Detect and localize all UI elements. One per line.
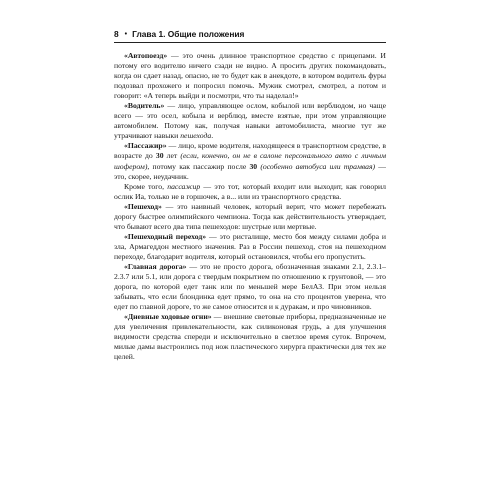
paragraph [114, 262, 386, 312]
text-run: . [211, 131, 214, 141]
term: «Водитель» [124, 101, 165, 111]
text-run: — внешние световые приборы, предназначенные не для увеличения привлекательности, как силиконовая грудь, а для улучшения видимости средства спереди и исключительно в светлое время суток. Впрочем, милые дамы выстроились под нож пластического хирурга практически для тех же целей. [114, 312, 386, 362]
paragraph [114, 202, 386, 232]
paragraph [114, 141, 386, 181]
emphasis: (особенно автобуса или трамвая) [260, 161, 376, 171]
emphasis: пешехода [180, 131, 212, 141]
emphasis: (если, конечно, он не в салоне персонального авто с личным шофером) [114, 151, 387, 171]
term: 30 [249, 161, 258, 171]
term: «Пассажир» [124, 141, 167, 151]
header-rule [114, 42, 386, 43]
text-run: Кроме того, [124, 181, 168, 191]
text-run: — это не просто дорога, обозначенная знаками 2.1, 2.3.1–2.3.7 или 5.1, или дорога с твердым покрытием по отношению к грунтовой, — это дорога, по которой едет танк или по меньшей мере БелАЗ. При этом нельзя забывать, что если блондинка едет прямо, то она на сто процентов уверена, что едет по главной дороге, то же самое относится и к дуракам, и про чиновников. [114, 261, 387, 312]
chapter-title: Глава 1. Общие положения [132, 29, 245, 39]
paragraph [114, 101, 386, 141]
book-page [114, 28, 386, 362]
text-run: — лицо, кроме водителя, находящееся в транспортном средстве, в возрасте до [114, 141, 386, 161]
running-header [114, 28, 386, 40]
emphasis: пассажир [167, 181, 201, 191]
text-run: — это наивный человек, который верит, что может перебежать дорогу быстрее олимпийского чемпиона. Тогда как действительность утверждает, что бывают всего два типа пешеходов: шустрые или мертвые. [114, 201, 386, 231]
term: «Дневные ходовые огни» [124, 312, 212, 322]
term: «Пешеход» [124, 201, 162, 211]
paragraph [114, 312, 386, 362]
term: «Пешеходный переход» [124, 231, 207, 241]
body-text [114, 51, 386, 362]
text-run: — это ристалище, место боя между силами добра и зла, Армагеддон местного значения. Раз в России пешеход, стоя на пешеходном переходе, благодарит водителя, который остановился, чтобы его пропустить. [114, 231, 387, 261]
text-run: , потому как пассажир после [147, 161, 250, 171]
paragraph [114, 51, 386, 101]
term: 30 [155, 151, 164, 161]
paragraph [114, 182, 386, 202]
text-run: — лицо, управляющее ослом, кобылой или верблюдом, но чаще всего — это осел, кобыла и верблюд, вместе взятые, при этом управляющие автомобилем. Потому как, получая навыки автомобилиста, многие тут же утрачивают навыки [114, 101, 386, 141]
text-run: — это, скорее, неудачник. [114, 161, 386, 181]
term: «Главная дорога» [124, 261, 187, 271]
term: «Автопоезд» [124, 51, 168, 60]
paragraph [114, 232, 386, 262]
text-run: — это очень длинное транспортное средство с прицепами. И потому его водителю ничего сзади не видно. А просить других покомандовать, когда он сдает назад, опасно, не то будет как в анекдоте, в котором водитель фуры подозвал прохожего и попросил помочь. Мужик смотрел, смотрел, а потом и говорит: «А теперь выйди и посмотри, что ты наделал!» [114, 51, 386, 101]
header-bullet: • [124, 30, 128, 38]
page-number: 8 [114, 29, 119, 39]
text-run: лет [163, 151, 181, 161]
text-run: — это тот, который входит или выходит, как говорил ослик Иа, только не в горшочек, а в... или из транспортного средства. [114, 181, 386, 201]
